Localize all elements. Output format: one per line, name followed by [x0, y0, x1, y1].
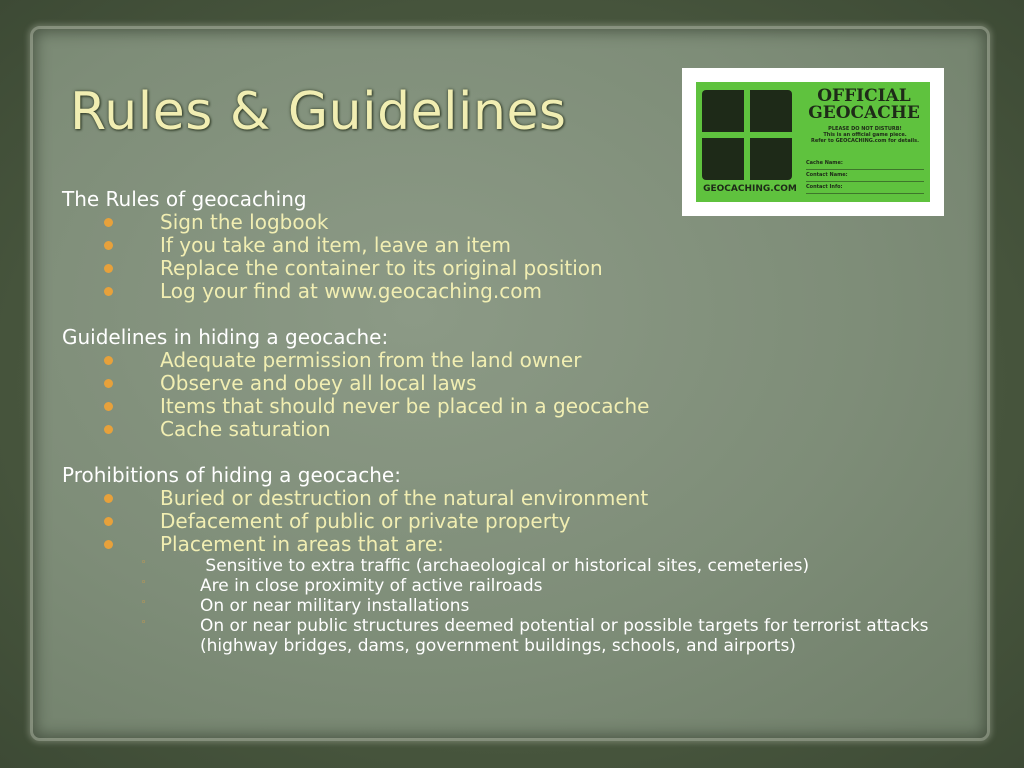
sub-list-item	[62, 576, 962, 596]
list-item	[62, 372, 962, 395]
bullet-icon	[104, 287, 113, 296]
sub-bullet-list	[62, 556, 962, 656]
section-heading: Prohibitions of hiding a geocache:	[62, 463, 401, 487]
official-geocache-label: OFFICIAL GEOCACHE	[808, 86, 920, 123]
bullet-icon	[104, 264, 113, 273]
sub-bullet-icon: ◦	[141, 578, 147, 588]
list-item	[62, 280, 962, 303]
geocaching-brand: GEOCACHING.COM	[703, 184, 797, 194]
list-item	[62, 487, 962, 510]
sub-list-item	[62, 616, 962, 656]
bullet-icon	[104, 379, 113, 388]
bullet-icon	[104, 402, 113, 411]
sub-bullet-icon: ◦	[141, 558, 147, 568]
list-item-text: Adequate permission from the land owner	[160, 348, 582, 372]
bullet-list	[62, 349, 962, 441]
sub-list-item-text: On or near public structures deemed potential or possible targets for terrorist attacks (highway bridges, dams, government buildings, schools, and airports)	[200, 616, 929, 656]
bullet-icon	[104, 517, 113, 526]
section-guidelines	[62, 325, 962, 441]
slide-body	[62, 187, 962, 678]
notice-line: This is an official game piece.	[823, 132, 907, 138]
sub-bullet-icon: ◦	[141, 598, 147, 608]
list-item	[62, 418, 962, 441]
section-prohibitions	[62, 463, 962, 656]
bullet-icon	[104, 356, 113, 365]
notice-line: Refer to GEOCACHING.com for details.	[811, 138, 919, 144]
sub-list-item	[62, 556, 962, 576]
geocache-notice	[806, 126, 924, 144]
bullet-icon	[104, 425, 113, 434]
list-item-text: Defacement of public or private property	[160, 509, 571, 533]
bullet-icon	[104, 241, 113, 250]
bullet-icon	[104, 218, 113, 227]
list-item	[62, 510, 962, 533]
bullet-icon	[104, 494, 113, 503]
sub-list-item	[62, 596, 962, 616]
bullet-list	[62, 211, 962, 303]
sub-list-item-text: Are in close proximity of active railroads	[200, 576, 543, 596]
slide-title: Rules & Guidelines	[70, 82, 567, 142]
list-item-text: Log your find at www.geocaching.com	[160, 279, 542, 303]
sub-list-item-text: Sensitive to extra traffic (archaeological or historical sites, cemeteries)	[200, 556, 810, 576]
geocaching-logo-icon	[702, 90, 792, 180]
list-item	[62, 211, 962, 234]
list-item	[62, 349, 962, 372]
field-contact-info: Contact Info:	[806, 182, 924, 194]
geocache-card	[696, 82, 930, 202]
list-item-text: Cache saturation	[160, 417, 331, 441]
list-item-text: Replace the container to its original position	[160, 256, 603, 280]
list-item-text: Sign the logbook	[160, 210, 329, 234]
section-heading: The Rules of geocaching	[62, 187, 307, 211]
sub-bullet-icon: ◦	[141, 618, 147, 628]
sub-list-item-text: On or near military installations	[200, 596, 470, 616]
list-item	[62, 234, 962, 257]
list-item-text: Buried or destruction of the natural environment	[160, 486, 649, 510]
list-item	[62, 257, 962, 280]
list-item	[62, 533, 962, 556]
field-contact-name: Contact Name:	[806, 170, 924, 182]
bullet-list	[62, 487, 962, 556]
field-cache-name: Cache Name:	[806, 158, 924, 170]
list-item-text: Placement in areas that are:	[160, 532, 444, 556]
list-item-text: Items that should never be placed in a geocache	[160, 394, 650, 418]
section-rules	[62, 187, 962, 303]
notice-line: PLEASE DO NOT DISTURB!	[828, 126, 902, 132]
list-item-text: If you take and item, leave an item	[160, 233, 512, 257]
list-item	[62, 395, 962, 418]
bullet-icon	[104, 540, 113, 549]
list-item-text: Observe and obey all local laws	[160, 371, 477, 395]
section-heading: Guidelines in hiding a geocache:	[62, 325, 389, 349]
